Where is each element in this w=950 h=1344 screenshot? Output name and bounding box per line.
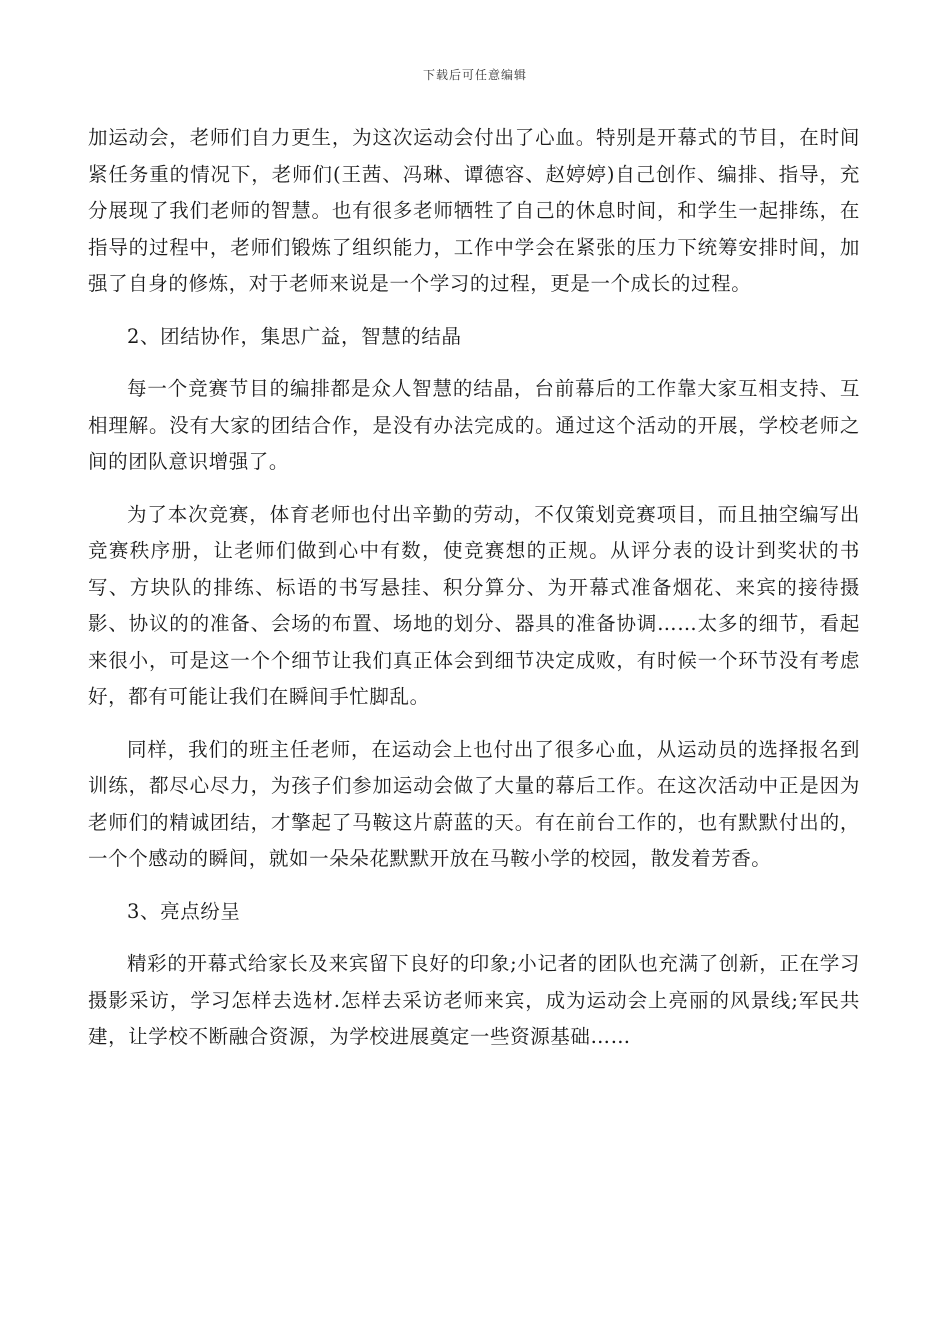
paragraph-gap — [88, 303, 860, 319]
section-heading-2: 2、团结协作，集思广益，智慧的结晶 — [127, 324, 462, 348]
paragraph-gap — [88, 355, 860, 371]
section-heading-3: 3、亮点纷呈 — [127, 899, 241, 923]
paragraph-teamwork: 每一个竞赛节目的编排都是众人智慧的结晶，台前幕后的工作靠大家互相支持、互相理解。没有大家的团结合作，是没有办法完成的。通过这个活动的开展，学校老师之间的团队意识增强了。 — [88, 377, 860, 473]
paragraph-class-teachers: 同样，我们的班主任老师，在运动会上也付出了很多心血，从运动员的选择报名到训练，都尽心尽力，为孩子们参加运动会做了大量的幕后工作。在这次活动中正是因为老师们的精诚团结，才擎起了马鞍这片蔚蓝的天。有在前台工作的，也有默默付出的，一个个感动的瞬间，就如一朵朵花默默开放在马鞍小学的校园，散发着芳香。 — [88, 737, 860, 870]
document-body — [88, 120, 860, 1056]
page-header: 下载后可任意编辑 — [422, 68, 527, 82]
paragraph-gap — [88, 481, 860, 497]
paragraph-gap — [88, 878, 860, 894]
paragraph-highlights: 精彩的开幕式给家长及来宾留下良好的印象;小记者的团队也充满了创新，正在学习摄影采访，学习怎样去选材.怎样去采访老师来宾，成为运动会上亮丽的风景线;军民共建，让学校不断融合资源，为学校进展奠定一些资源基础…… — [88, 952, 860, 1048]
paragraph-pe-teachers: 为了本次竞赛，体育老师也付出辛勤的劳动，不仅策划竞赛项目，而且抽空编写出竞赛秩序册，让老师们做到心中有数，使竞赛想的正规。从评分表的设计到奖状的书写、方块队的排练、标语的书写悬挂、积分算分、为开幕式准备烟花、来宾的接待摄影、协议的的准备、会场的布置、场地的划分、器具的准备协调……太多的细节，看起来很小，可是这一个个细节让我们真正体会到细节决定成败，有时候一个环节没有考虑好，都有可能让我们在瞬间手忙脚乱。 — [88, 502, 860, 708]
paragraph-gap — [88, 930, 860, 946]
paragraph-continuation: 加运动会，老师们自力更生，为这次运动会付出了心血。特别是开幕式的节目，在时间紧任务重的情况下，老师们(王茜、冯琳、谭德容、赵婷婷)自己创作、编排、指导，充分展现了我们老师的智慧。也有很多老师牺牲了自己的休息时间，和学生一起排练，在指导的过程中，老师们锻炼了组织能力，工作中学会在紧张的压力下统筹安排时间，加强了自身的修炼，对于老师来说是一个学习的过程，更是一个成长的过程。 — [88, 126, 860, 295]
paragraph-gap — [88, 716, 860, 732]
